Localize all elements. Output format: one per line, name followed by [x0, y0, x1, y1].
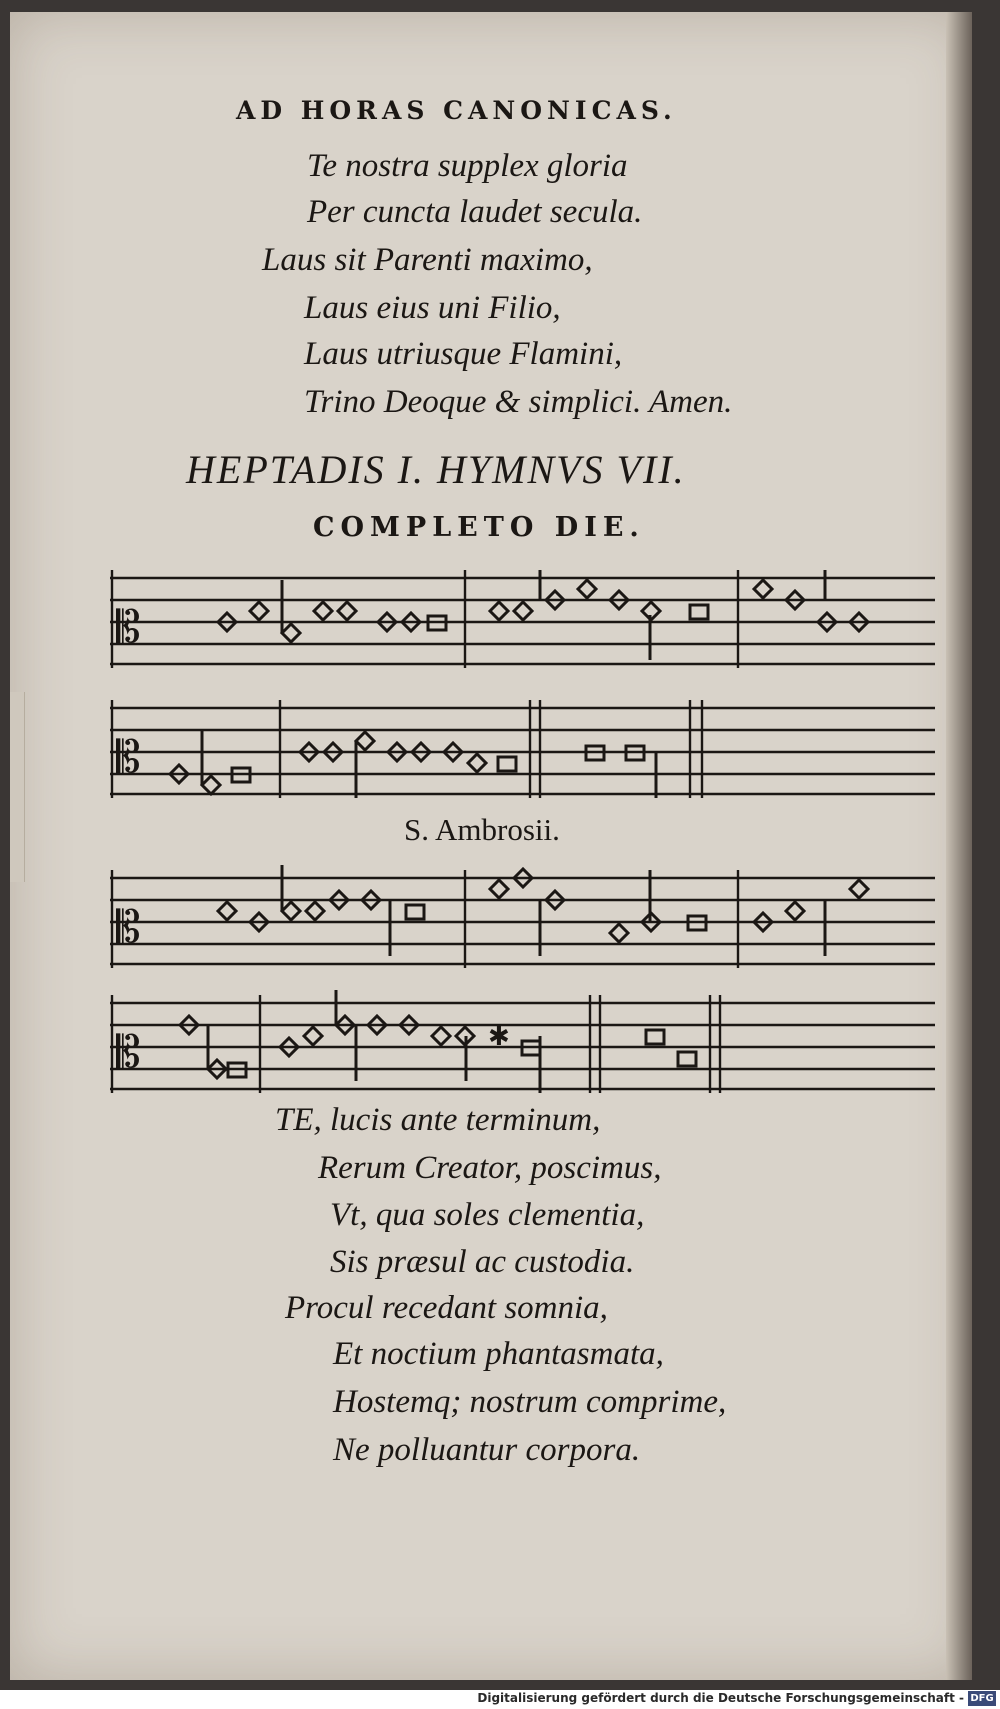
verse-line: Laus sit Parenti maximo,	[262, 242, 593, 278]
hymn-author: S. Ambrosii.	[404, 812, 560, 847]
verse-line: Ne polluantur corpora.	[333, 1432, 641, 1468]
verse-line: TE, lucis ante terminum,	[275, 1102, 601, 1138]
music-staff	[110, 690, 935, 800]
verse-line: Sis præsul ac custodia.	[330, 1244, 635, 1280]
verse-line: Et noctium phantasmata,	[333, 1336, 664, 1372]
svg-text:𝄡: 𝄡	[116, 602, 141, 653]
music-staff	[110, 860, 935, 970]
page-edge	[10, 692, 25, 882]
verse-line: Rerum Creator, poscimus,	[318, 1150, 662, 1186]
svg-text:𝄡: 𝄡	[116, 1027, 141, 1078]
verse-line: Laus eius uni Filio,	[304, 290, 561, 326]
verse-line: Te nostra supplex gloria	[307, 148, 628, 184]
hymn-subtitle: COMPLETO DIE.	[313, 512, 645, 543]
verse-line: Laus utriusque Flamini,	[304, 336, 623, 372]
verse-line: Per cuncta laudet secula.	[307, 194, 643, 230]
hymn-title: HEPTADIS I. HYMNVS VII.	[186, 447, 686, 492]
verse-line: Vt, qua soles clementia,	[330, 1197, 645, 1233]
music-staff	[110, 560, 935, 670]
svg-text:𝄡: 𝄡	[116, 902, 141, 953]
verse-line: Hostemq; nostrum comprime,	[333, 1384, 727, 1420]
svg-text:𝄡: 𝄡	[116, 732, 141, 783]
dfg-logo: DFG	[968, 1691, 996, 1706]
music-staff	[110, 985, 935, 1095]
funding-credit: Digitalisierung gefördert durch die Deutsche Forschungsgemeinschaft -	[477, 1691, 964, 1705]
book-binding	[946, 12, 972, 1680]
verse-line: Procul recedant somnia,	[285, 1290, 608, 1326]
svg-text:✱: ✱	[488, 1022, 510, 1052]
running-head: AD HORAS CANONICAS.	[236, 96, 677, 125]
verse-line: Trino Deoque & simplici. Amen.	[304, 384, 733, 420]
